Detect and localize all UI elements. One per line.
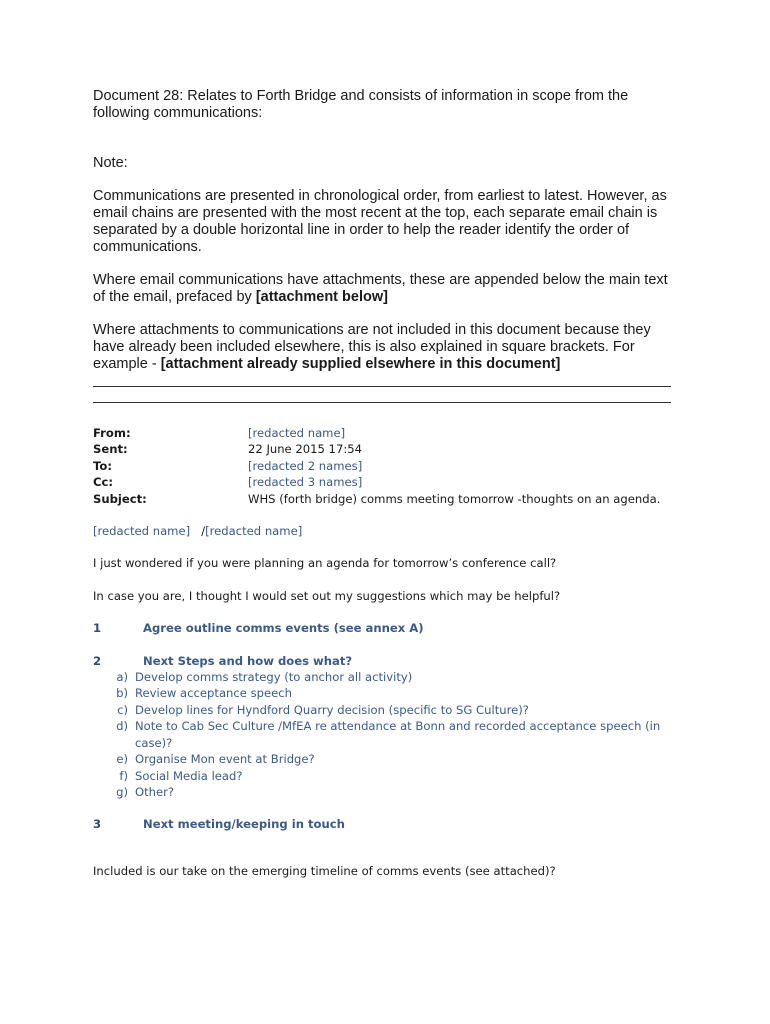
salutation-name-a: [redacted name] [93,524,191,539]
agenda-item-title: Next meeting/keeping in touch [143,817,345,832]
agenda-subitem [93,669,673,685]
agenda-subitem [93,718,673,751]
subitem-letter: d) [116,719,128,734]
email-subject-row [93,491,660,507]
email-sent-value: 22 June 2015 17:54 [248,442,362,457]
email-subject-value: WHS (forth bridge) comms meeting tomorrow -thoughts on an agenda. [248,491,661,506]
email-subject-label: Subject: [93,491,147,506]
agenda-item-title: Agree outline comms events (see annex A) [143,621,424,636]
subitem-text: Note to Cab Sec Culture /MfEA re attendance at Bonn and recorded acceptance speech (in case)? [135,719,661,750]
document-page [93,88,673,879]
subitem-text: Review acceptance speech [135,686,292,701]
subitem-letter: g) [116,784,128,799]
agenda-item-title: Next Steps and how does what? [143,653,353,668]
agenda-item-number: 3 [93,817,102,832]
email-closing-line: Included is our take on the emerging timeline of comms events (see attached)? [93,863,556,878]
email-body-line-1: I just wondered if you were planning an agenda for tomorrow’s conference call? [93,556,557,571]
subitem-letter: b) [116,686,128,701]
agenda-item-number: 2 [93,653,102,668]
salutation-name-b: [redacted name] [205,524,303,539]
agenda-item-2 [93,653,673,669]
email-to-label: To: [93,458,112,473]
note-label: Note: [93,155,128,171]
email-sent-row [93,441,660,457]
subitem-letter: e) [116,752,128,767]
salutation-separator: / [201,524,206,539]
email-body-line-2: In case you are, I thought I would set out my suggestions which may be helpful? [93,588,561,603]
agenda-item-3 [93,816,673,832]
email-salutation [93,523,673,539]
subitem-letter: a) [116,670,128,685]
agenda-subitem [93,768,673,784]
subitem-text: Develop lines for Hyndford Quarry decision (specific to SG Culture)? [135,702,529,717]
agenda-subitem-list [93,669,673,800]
subitem-text: Develop comms strategy (to anchor all activity) [135,670,413,685]
attachment-below-marker: [attachment below] [255,289,388,305]
agenda-subitem [93,702,673,718]
email-header [93,425,660,507]
subitem-letter: f) [119,768,128,783]
email-from-value: [redacted name] [248,426,346,440]
email-cc-label: Cc: [93,475,114,490]
note-paragraph-attachments [93,272,673,306]
subitem-letter: c) [117,702,128,717]
agenda-item-number: 1 [93,621,102,636]
double-rule-top [93,386,671,387]
note-paragraph-chronology: Communications are presented in chronological order, from earliest to latest. However, as email chains are presented with the most recent at the top, each separate email chain is separated by a double horizontal line in order to help the reader identify the order of communications. [93,188,667,255]
subitem-text: Social Media lead? [135,768,243,783]
double-rule-bottom [93,402,671,403]
email-from-label: From: [93,426,131,440]
note-paragraph-attachments-text: Where email communications have attachments, these are appended below the main text of the email, prefaced by [93,272,668,305]
note-paragraph-elsewhere-text: Where attachments to communications are not included in this document because they have already been included elsewhere, this is also explained in square brackets. For example - [93,322,651,372]
agenda-subitem [93,685,673,701]
email-from-row [93,425,660,441]
email-to-value: [redacted 2 names] [248,458,363,473]
email-to-row [93,458,660,474]
agenda-item-1 [93,620,673,636]
document-heading: Document 28: Relates to Forth Bridge and consists of information in scope from the following communications: [93,88,629,121]
subitem-text: Other? [135,784,175,799]
subitem-text: Organise Mon event at Bridge? [135,752,315,767]
email-cc-row [93,474,660,490]
agenda-subitem [93,784,673,800]
email-sent-label: Sent: [93,442,128,457]
email-cc-value: [redacted 3 names] [248,475,363,490]
agenda-subitem [93,751,673,767]
note-paragraph-elsewhere [93,322,673,373]
attachment-elsewhere-marker: [attachment already supplied elsewhere in this document] [160,356,561,372]
